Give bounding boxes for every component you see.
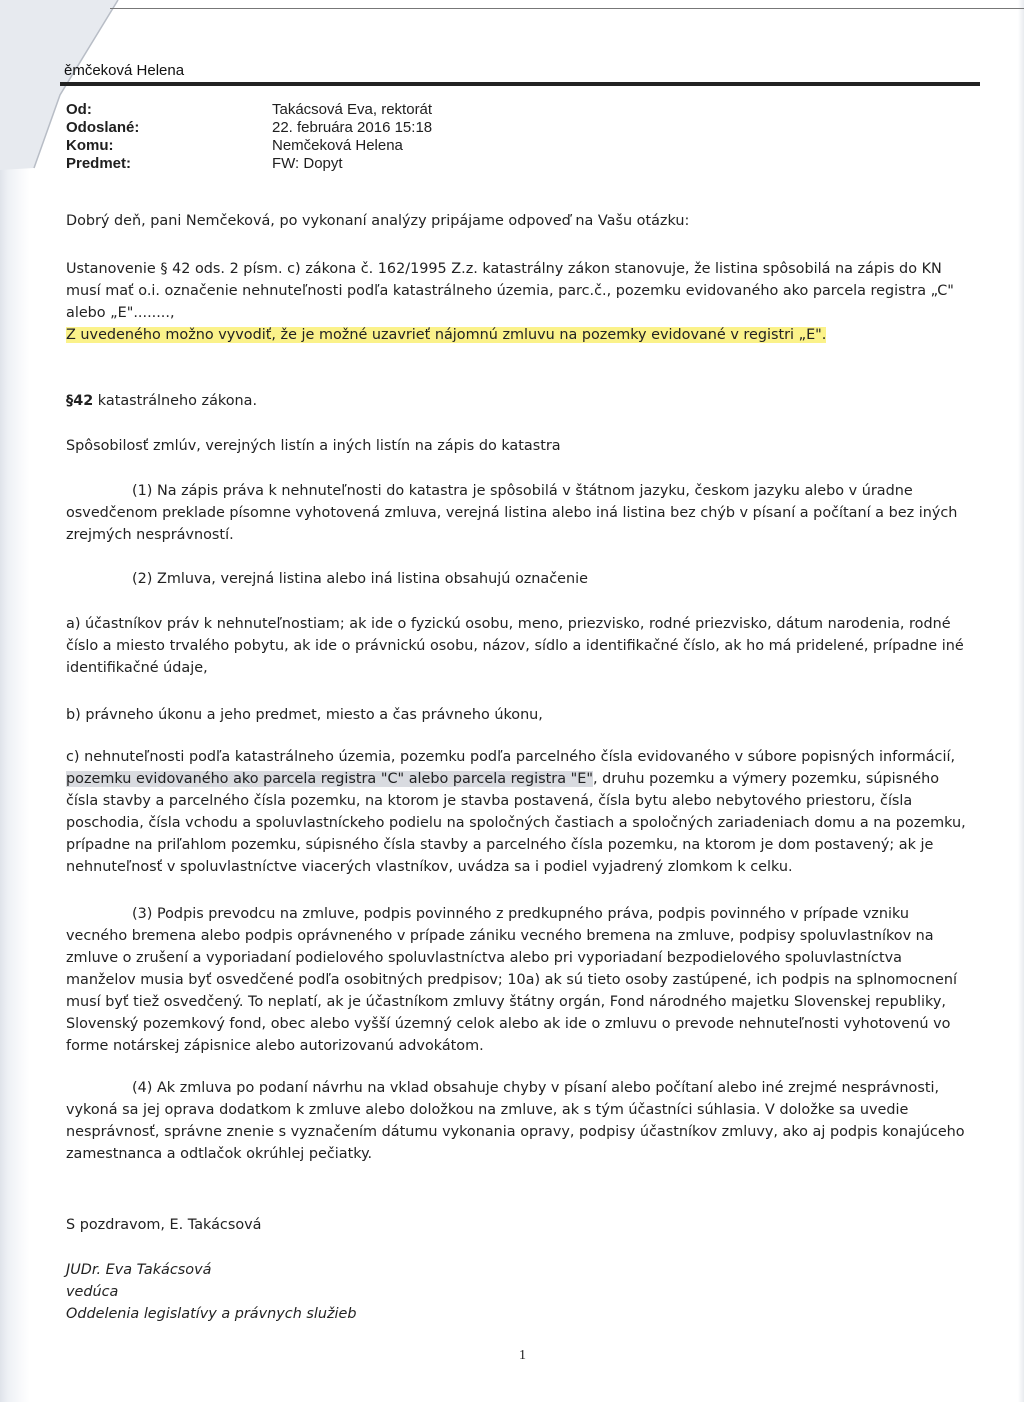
section-reference xyxy=(66,390,966,412)
subject-value: FW: Dopyt xyxy=(272,155,343,172)
sent-value: 22. februára 2016 15:18 xyxy=(272,119,433,136)
sent-label: Odoslané: xyxy=(66,119,140,136)
header-rule xyxy=(60,82,980,86)
mailbox-owner-name: ěmčeková Helena xyxy=(64,62,185,79)
scan-top-line xyxy=(110,8,1024,9)
signature-department: Oddelenia legislatívy a právnych služieb xyxy=(66,1306,357,1322)
item-a: a) účastníkov práv k nehnuteľnostiam; ak ide o fyzickú osobu, meno, priezvisko, rodné priezvisko, dátum narodenia, rodné číslo a miesto trvalého pobytu, ak ide o právnickú osobu, názov, sídlo a identifikačné číslo, ak ho má pridelené, prípadne iné identifikačné údaje, xyxy=(66,616,964,676)
scan-right-edge xyxy=(1018,0,1024,1402)
scan-left-edge xyxy=(0,0,30,1402)
item-c-start: c) nehnuteľnosti podľa katastrálneho územia, pozemku podľa parcelného čísla evidovaného v súbore popisných informácií, xyxy=(66,749,956,765)
conclusion-highlight: Z uvedeného možno vyvodiť, že je možné uzavrieť nájomnú zmluvu na pozemky evidované v registri „E". xyxy=(66,327,827,343)
to-label: Komu: xyxy=(66,137,114,154)
closing-line: S pozdravom, E. Takácsová xyxy=(66,1217,262,1233)
paragraph-1: (1) Na zápis práva k nehnuteľnosti do katastra je spôsobilá v štátnom jazyku, českom jazyku alebo v úradne osvedčenom preklade písomne vyhotovená zmluva, verejná listina alebo iná listina bez chýb v písaní a počítaní a bez iných zrejmých nesprávností. xyxy=(66,483,958,543)
paragraph-2: (2) Zmluva, verejná listina alebo iná listina obsahujú označenie xyxy=(132,571,588,587)
to-value: Nemčeková Helena xyxy=(272,137,403,154)
page-number: 1 xyxy=(519,1348,526,1363)
from-label: Od: xyxy=(66,101,92,118)
paragraph-4: (4) Ak zmluva po podaní návrhu na vklad obsahuje chyby v písaní alebo počítaní alebo iné zrejmé nesprávnosti, vykoná sa jej oprava dodatkom k zmluve alebo doložkou na zmluve, ak s tým účastníci súhlasia. V doložke sa uvedie nesprávnosť, správne znenie s vyznačením dátumu vykonania opravy, podpisy účastníkov zmluvy, ako aj podpis konajúceho zamestnanca a odtlačok okrúhlej pečiatky. xyxy=(66,1080,965,1162)
item-c-highlight: pozemku evidovaného ako parcela registra "C" alebo parcela registra "E" xyxy=(66,771,593,787)
signature-role: vedúca xyxy=(66,1284,119,1300)
intro-paragraph xyxy=(66,258,966,346)
signature-name: JUDr. Eva Takácsová xyxy=(66,1262,212,1278)
section-title: Spôsobilosť zmlúv, verejných listín a iných listín na zápis do katastra xyxy=(66,438,561,454)
paragraph-3: (3) Podpis prevodcu na zmluve, podpis povinného z predkupného práva, podpis povinného v prípade vzniku vecného bremena alebo podpis oprávneného v prípade zániku vecného bremena na zmluve, podpisy spoluvlastníkov na zmluve o zrušení a vyporiadaní podielového spoluvlastníctva alebo pri vyporiadaní bezpodielového spoluvlastníctva manželov musia byť osvedčené podľa osobitných predpisov; 10a) ak sú tieto osoby zastúpené, ich podpis na splnomocnení musí byť tiež osvedčený. To neplatí, ak je účastníkom zmluvy štátny orgán, Fond národného majetku Slovenskej republiky, Slovenský pozemkový fond, obec alebo vyšší územný celok alebo ak ide o zmluvu o prevode nehnuteľnosti vyhotovenú vo forme notárskej zápisnice alebo autorizovanú advokátom. xyxy=(66,906,957,1054)
intro-text: Ustanovenie § 42 ods. 2 písm. c) zákona č. 162/1995 Z.z. katastrálny zákon stanovuje, že listina spôsobilá na zápis do KN musí mať o.i. označenie nehnuteľnosti podľa katastrálneho územia, parc.č., pozemku evidovaného ako parcela registra „C" alebo „E"........, xyxy=(66,261,954,321)
section-reference-bold: §42 xyxy=(66,393,94,409)
item-c-rest: , druhu pozemku a výmery pozemku, súpisného čísla stavby a parcelného čísla pozemku, na ktorom je stavba postavená, čísla bytu alebo nebytového priestoru, čísla poschodia, čísla vchodu a spoluvlastníckeho podielu na spoločných častiach a spoločných zariadeniach domu a na pozemku, prípadne na priľahlom pozemku, súpisného čísla stavby a parcelného čísla pozemku, na ktorom je dom postavený; ak je nehnuteľnosť v spoluvlastníctve viacerých vlastníkov, uvádza sa i podiel vyjadrený zlomkom k celku. xyxy=(66,771,966,875)
item-c xyxy=(66,746,966,878)
subject-label: Predmet: xyxy=(66,155,132,172)
from-value: Takácsová Eva, rektorát xyxy=(272,101,433,118)
signature-block xyxy=(66,1259,966,1325)
greeting-paragraph: Dobrý deň, pani Nemčeková, po vykonaní analýzy pripájame odpoveď na Vašu otázku: xyxy=(66,213,690,229)
section-reference-rest: katastrálneho zákona. xyxy=(93,393,258,409)
item-b: b) právneho úkonu a jeho predmet, miesto a čas právneho úkonu, xyxy=(66,707,543,723)
